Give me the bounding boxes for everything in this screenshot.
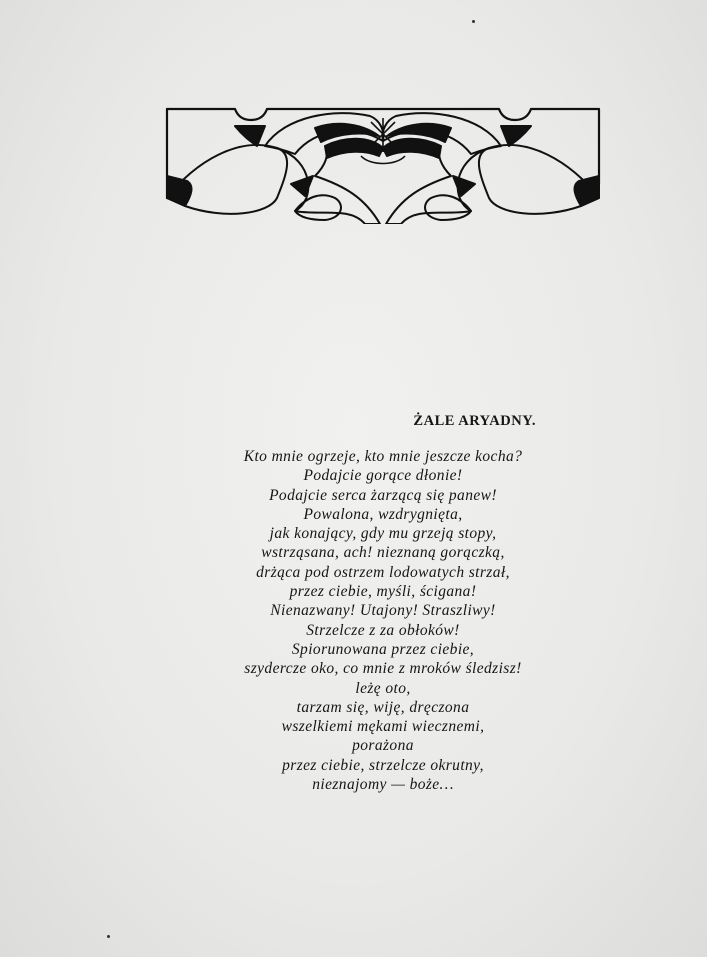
poem-line: Kto mnie ogrzeje, kto mnie jeszcze kocha? xyxy=(243,448,523,465)
poem-line: nieznajomy — boże… xyxy=(312,776,454,794)
poem-line: Podajcie gorące dłonie! xyxy=(303,467,463,485)
poem-body xyxy=(183,447,583,794)
poem-line: wszelkiemi mękami wiecznemi, xyxy=(281,718,485,736)
poem-line: Strzelcze z za obłoków! xyxy=(306,621,460,639)
poem-line: wstrząsana, ach! nieznaną gorączką, xyxy=(261,544,505,562)
poem-line: porażona xyxy=(352,737,414,755)
ink-speck xyxy=(472,20,475,23)
poem-title: ŻALE ARYADNY. xyxy=(413,413,536,429)
poem-line: drżąca pod ostrzem lodowatych strzał, xyxy=(256,563,510,581)
poem-line: Nienazwany! Utajony! Straszliwy! xyxy=(270,602,496,620)
poem-line: szydercze oko, co mnie z mroków śledzisz! xyxy=(244,660,522,678)
poem-line: Powalona, wzdrygnięta, xyxy=(303,505,463,523)
decorative-headpiece xyxy=(165,106,601,224)
poem-line: jak konający, gdy mu grzeją stopy, xyxy=(269,525,497,543)
poem-line: przez ciebie, myśli, ścigana! xyxy=(289,583,477,601)
poem-line: Podajcie serca żarzącą się panew! xyxy=(269,486,497,504)
poem-line: przez ciebie, strzelcze okrutny, xyxy=(282,756,484,774)
poem-line: tarzam się, wiję, dręczona xyxy=(296,698,470,716)
ink-speck xyxy=(107,935,110,938)
poem-line: Spiorunowana przez ciebie, xyxy=(291,640,475,658)
poem-line: leżę oto, xyxy=(355,679,411,697)
